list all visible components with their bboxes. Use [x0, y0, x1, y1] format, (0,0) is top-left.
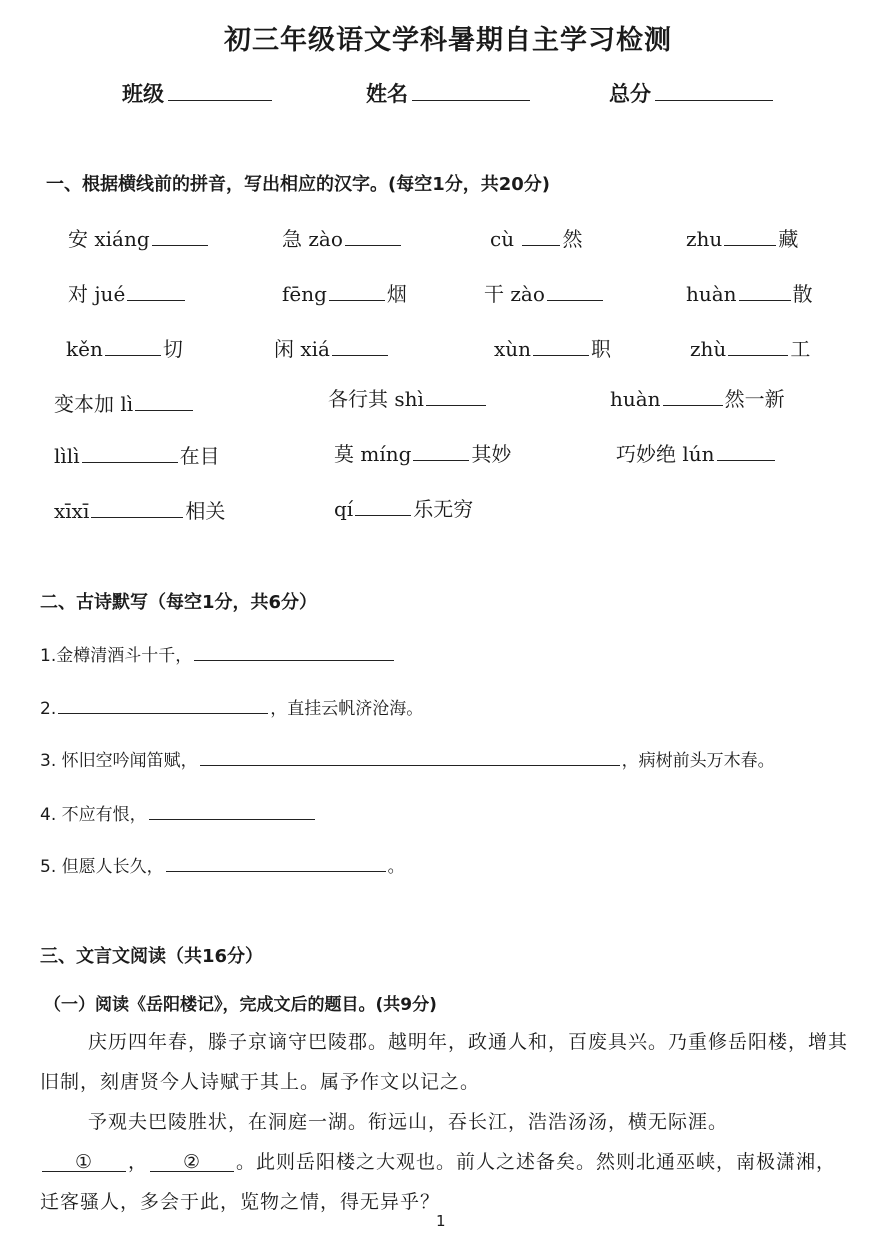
page-title: 初三年级语文学科暑期自主学习检测: [224, 25, 672, 56]
answer-blank[interactable]: [149, 801, 315, 820]
pinyin-item: 急 zào: [282, 223, 403, 252]
answer-blank[interactable]: [522, 227, 560, 246]
pinyin-item: 各行其 shì: [328, 383, 488, 412]
answer-blank[interactable]: [152, 227, 208, 246]
answer-blank[interactable]: [739, 282, 791, 301]
pinyin-item: xīxī 相关: [54, 499, 226, 523]
pinyin-item: 干 zào: [484, 278, 605, 307]
passage-paragraph-2-cont: [40, 1142, 850, 1222]
answer-blank[interactable]: [332, 337, 388, 356]
pinyin-item: 安 xiáng: [68, 223, 210, 252]
answer-blank[interactable]: [105, 337, 161, 356]
pinyin-item: 闲 xiá: [274, 333, 390, 362]
answer-blank[interactable]: [355, 497, 411, 516]
pinyin-item: huàn 散: [686, 282, 813, 306]
answer-blank[interactable]: [82, 444, 178, 463]
pinyin-item: zhù 工: [690, 337, 811, 361]
answer-blank[interactable]: [91, 499, 183, 518]
class-blank[interactable]: [168, 80, 272, 101]
answer-blank[interactable]: [200, 747, 620, 766]
pinyin-item: xùn 职: [494, 337, 612, 361]
name-field: [366, 78, 530, 108]
separator: ，: [128, 1151, 149, 1173]
pinyin-item: zhu 藏: [686, 227, 799, 251]
class-field: [122, 78, 272, 108]
answer-blank[interactable]: [724, 227, 776, 246]
pinyin-item: fēng 烟: [282, 282, 407, 306]
answer-blank[interactable]: [413, 442, 469, 461]
score-blank[interactable]: [655, 80, 773, 101]
poem-line: 1.金樽清酒斗十千，: [40, 641, 396, 666]
answer-blank[interactable]: [329, 282, 385, 301]
answer-blank[interactable]: [717, 442, 775, 461]
poem-line: 3. 怀旧空吟闻笛赋， ，病树前头万木春。: [40, 746, 775, 771]
passage-paragraph-2: 予观夫巴陵胜状，在洞庭一湖。衔远山，吞长江，浩浩汤汤，横无际涯。: [88, 1111, 729, 1133]
pinyin-item: 巧妙绝 lún: [616, 438, 777, 467]
pinyin-item: 莫 míng 其妙: [334, 442, 512, 466]
score-label: 总分: [609, 82, 651, 106]
section2-heading: 二、古诗默写（每空1分，共6分）: [40, 592, 318, 613]
question-blank-1[interactable]: ①: [42, 1153, 126, 1172]
section1-heading: 一、根据横线前的拼音，写出相应的汉字。(每空1分，共20分): [46, 174, 551, 195]
answer-blank[interactable]: [166, 853, 386, 872]
class-label: 班级: [122, 82, 164, 106]
pinyin-item: huàn 然一新: [610, 387, 785, 411]
pinyin-item: cù 然: [490, 227, 583, 251]
page-number: 1: [436, 1212, 446, 1230]
answer-blank[interactable]: [58, 695, 268, 714]
answer-blank[interactable]: [345, 227, 401, 246]
answer-blank[interactable]: [663, 387, 723, 406]
answer-blank[interactable]: [728, 337, 788, 356]
pinyin-item: lìlì 在目: [54, 444, 220, 468]
score-field: [609, 78, 773, 108]
passage-paragraph-1: 庆历四年春，滕子京谪守巴陵郡。越明年，政通人和，百废具兴。乃重修岳阳楼，增其旧制，刻唐贤今人诗赋于其上。属予作文以记之。: [40, 1031, 849, 1093]
answer-blank[interactable]: [135, 392, 193, 411]
poem-line: 2. ，直挂云帆济沧海。: [40, 694, 423, 719]
pinyin-item: 变本加 lì: [54, 388, 195, 417]
pinyin-item: kěn 切: [66, 337, 183, 361]
answer-blank[interactable]: [127, 282, 185, 301]
poem-line: 4. 不应有恨，: [40, 800, 317, 825]
answer-blank[interactable]: [547, 282, 603, 301]
name-label: 姓名: [366, 82, 408, 106]
poem-line: 5. 但愿人长久， 。: [40, 852, 405, 877]
section3-subheading: （一）阅读《岳阳楼记》，完成文后的题目。(共9分): [44, 995, 437, 1015]
passage-text: 。此则岳阳楼之大观也。前人之述备矣。然则北通巫峡，南极潇湘，迁客骚人，多会于此，览物之情，得无异乎？: [40, 1151, 837, 1213]
answer-blank[interactable]: [426, 387, 486, 406]
section3-heading: 三、文言文阅读（共16分）: [40, 946, 264, 967]
pinyin-item: qí 乐无穷: [334, 497, 474, 521]
name-blank[interactable]: [412, 80, 530, 101]
pinyin-item: 对 jué: [68, 278, 187, 307]
answer-blank[interactable]: [194, 642, 394, 661]
answer-blank[interactable]: [533, 337, 589, 356]
question-blank-2[interactable]: ②: [150, 1153, 234, 1172]
